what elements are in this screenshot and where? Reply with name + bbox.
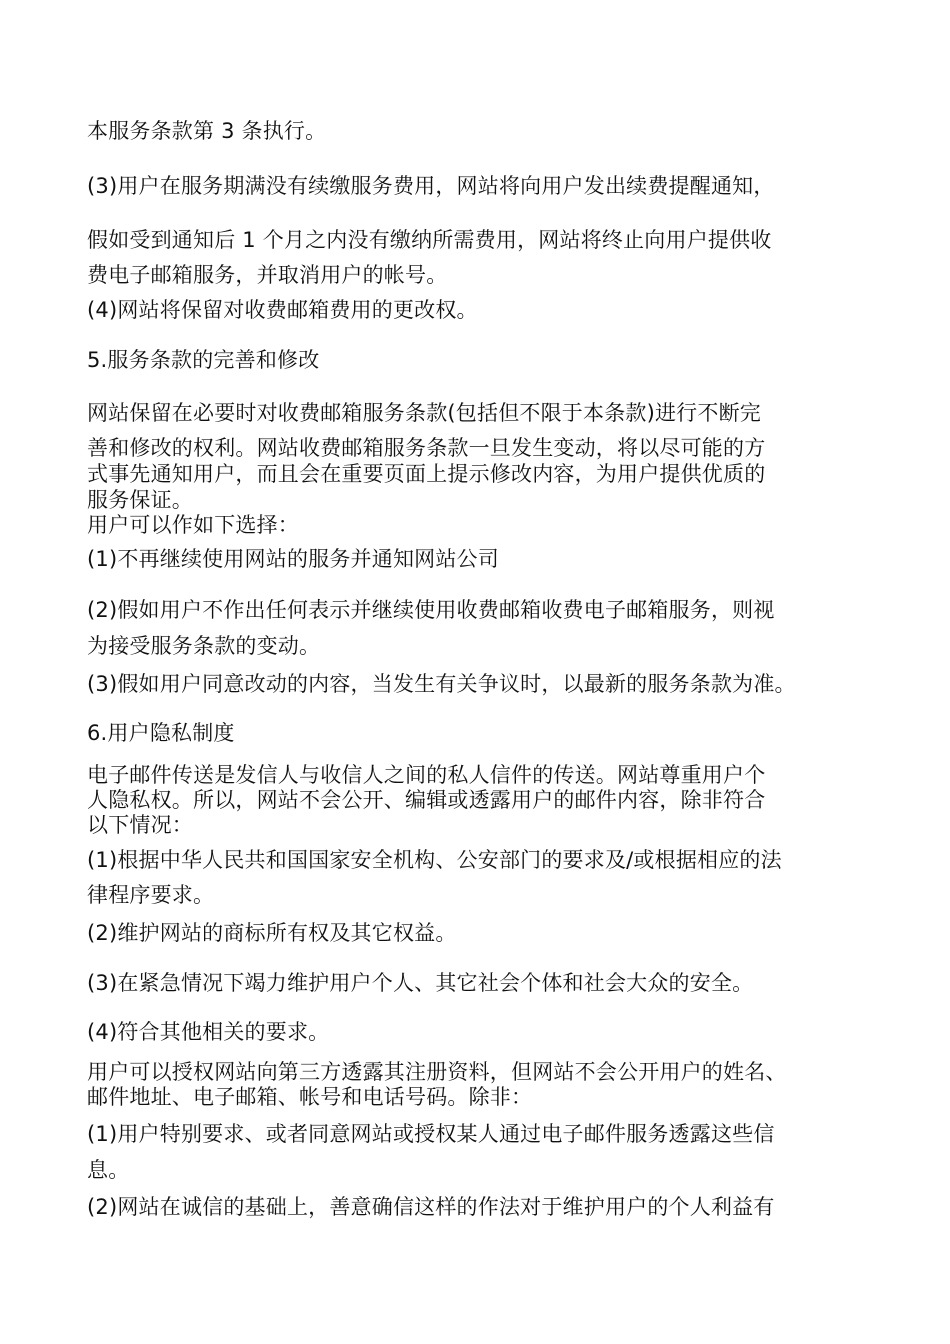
text-line: 用户可以授权网站向第三方透露其注册资料，但网站不会公开用户的姓名、 [87, 1060, 787, 1084]
text-line: 息。 [87, 1158, 130, 1182]
text-line: (1)用户特别要求、或者同意网站或授权某人通过电子邮件服务透露这些信 [87, 1122, 775, 1146]
text-line: 费电子邮箱服务，并取消用户的帐号。 [87, 263, 448, 287]
text-line: 网站保留在必要时对收费邮箱服务条款(包括但不限于本条款)进行不断完 [87, 401, 761, 425]
text-line: 服务保证。 [87, 488, 193, 512]
text-line: 为接受服务条款的变动。 [87, 634, 321, 658]
text-line: (2)假如用户不作出任何表示并继续使用收费邮箱收费电子邮箱服务，则视 [87, 598, 775, 622]
text-line: 电子邮件传送是发信人与收信人之间的私人信件的传送。网站尊重用户个 [87, 763, 766, 787]
text-line: 假如受到通知后 1 个月之内没有缴纳所需费用，网站将终止向用户提供收 [87, 228, 772, 252]
text-line: (4)符合其他相关的要求。 [87, 1020, 330, 1044]
text-line: 律程序要求。 [87, 883, 215, 907]
text-line: 用户可以作如下选择： [87, 513, 299, 537]
text-line: (1)不再继续使用网站的服务并通知网站公司 [87, 547, 499, 571]
text-line: 邮件地址、电子邮箱、帐号和电话号码。除非： [87, 1085, 533, 1109]
text-line: (3)在紧急情况下竭力维护用户个人、其它社会个体和社会大众的安全。 [87, 971, 754, 995]
text-line: 式事先通知用户，而且会在重要页面上提示修改内容，为用户提供优质的 [87, 462, 766, 486]
section-heading: 5.服务条款的完善和修改 [87, 348, 320, 372]
text-line: 善和修改的权利。网站收费邮箱服务条款一旦发生变动，将以尽可能的方 [87, 436, 766, 460]
section-heading: 6.用户隐私制度 [87, 721, 235, 745]
text-line: (4)网站将保留对收费邮箱费用的更改权。 [87, 298, 478, 322]
text-line: 本服务条款第 3 条执行。 [87, 119, 327, 143]
text-line: (2)网站在诚信的基础上，善意确信这样的作法对于维护用户的个人利益有 [87, 1195, 775, 1219]
text-line: (3)用户在服务期满没有续缴服务费用，网站将向用户发出续费提醒通知， [87, 174, 775, 198]
text-line: (1)根据中华人民共和国国家安全机构、公安部门的要求及/或根据相应的法 [87, 848, 782, 872]
text-line: (2)维护网站的商标所有权及其它权益。 [87, 921, 457, 945]
text-line: 人隐私权。所以，网站不会公开、编辑或透露用户的邮件内容，除非符合 [87, 788, 766, 812]
text-line: (3)假如用户同意改动的内容，当发生有关争议时，以最新的服务条款为准。 [87, 672, 796, 696]
text-line: 以下情况： [87, 813, 193, 837]
